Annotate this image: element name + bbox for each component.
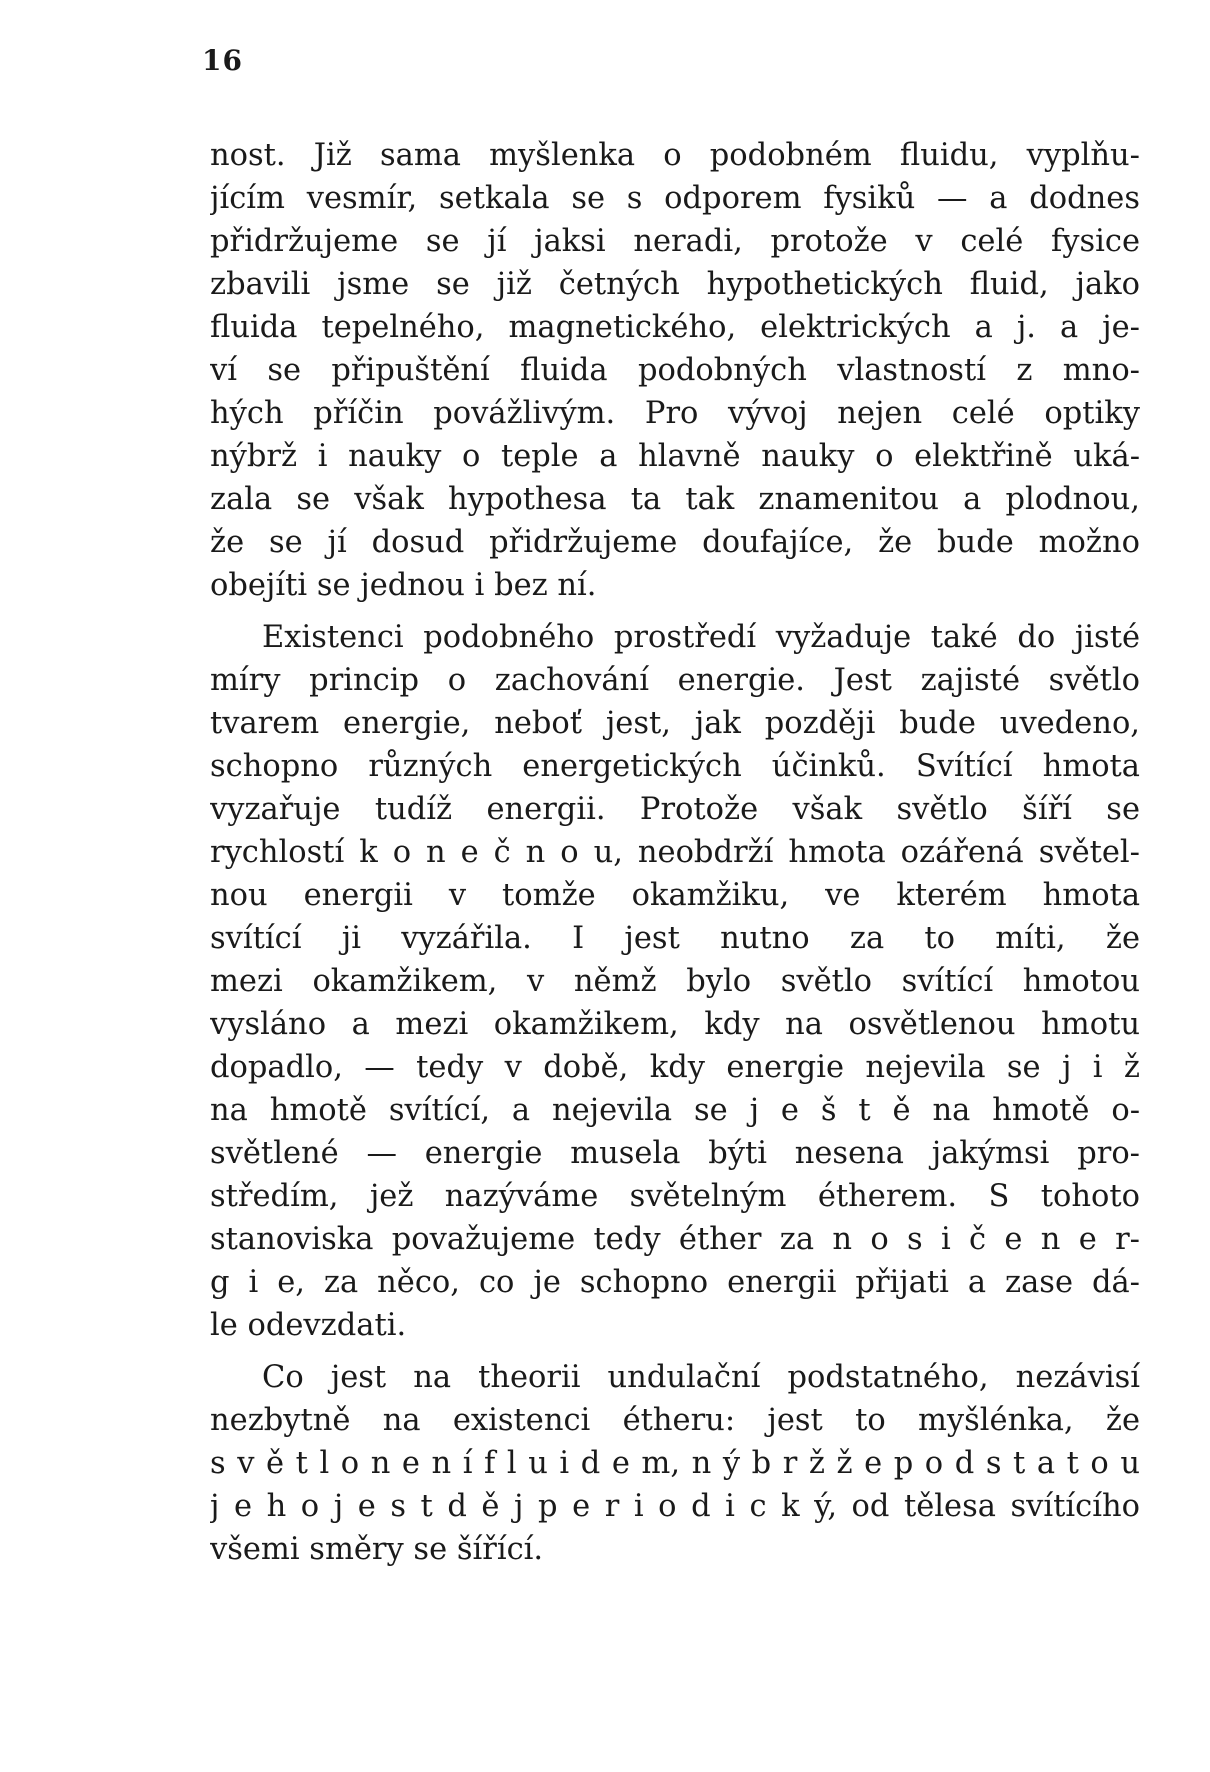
- text-line: světlené — energie musela býti nesena jakýmsi pro-: [210, 1136, 1140, 1171]
- text-line: nezbytně na existenci étheru: jest to myšlénka, že: [210, 1403, 1140, 1438]
- text-line: g i e, za něco, co je schopno energii přijati a zase dá-: [210, 1265, 1140, 1300]
- text-line: přidržujeme se jí jaksi neradi, protože v celé fysice: [210, 224, 1140, 259]
- text-line: tvarem energie, neboť jest, jak později bude uvedeno,: [210, 706, 1140, 741]
- text-line: schopno různých energetických účinků. Svítící hmota: [210, 749, 1140, 784]
- text-line: nost. Již sama myšlenka o podobném fluidu, vyplňu-: [210, 138, 1140, 173]
- text-line: středím, jež nazýváme světelným étherem. S tohoto: [210, 1179, 1140, 1214]
- text-line: mezi okamžikem, v němž bylo světlo svítící hmotou: [210, 964, 1140, 999]
- paragraph-gap: [210, 1347, 1140, 1356]
- paragraph: [210, 1356, 1140, 1571]
- text-line: vyzařuje tudíž energii. Protože však světlo šíří se: [210, 792, 1140, 827]
- text-line: jícím vesmír, setkala se s odporem fysiků — a dodnes: [210, 181, 1140, 216]
- text-line: Existenci podobného prostředí vyžaduje také do jisté: [262, 620, 1140, 655]
- text-line: Co jest na theorii undulační podstatného, nezávisí: [262, 1360, 1140, 1395]
- text-line: zala se však hypothesa ta tak znamenitou a plodnou,: [210, 482, 1140, 517]
- text-line: rychlostí k o n e č n o u, neobdrží hmota ozářená světel-: [210, 835, 1140, 870]
- body-text: [210, 134, 1140, 1571]
- text-line: vysláno a mezi okamžikem, kdy na osvětlenou hmotu: [210, 1007, 1140, 1042]
- text-line: ví se připuštění fluida podobných vlastností z mno-: [210, 353, 1140, 388]
- text-line: na hmotě svítící, a nejevila se j e š t ě na hmotě o-: [210, 1093, 1140, 1128]
- paragraph: [210, 134, 1140, 607]
- text-line: nýbrž i nauky o teple a hlavně nauky o elektřině uká-: [210, 439, 1140, 474]
- text-line: zbavili jsme se již četných hypothetických fluid, jako: [210, 267, 1140, 302]
- page-number: 16: [202, 44, 243, 77]
- text-line: le odevzdati.: [210, 1308, 407, 1343]
- text-line: hých příčin povážlivým. Pro vývoj nejen celé optiky: [210, 396, 1140, 431]
- paragraph-gap: [210, 607, 1140, 616]
- paragraph: [210, 616, 1140, 1347]
- text-line: že se jí dosud přidržujeme doufajíce, že bude možno: [210, 525, 1140, 560]
- text-line: stanoviska považujeme tedy éther za n o s i č e n e r-: [210, 1222, 1140, 1257]
- text-line: s v ě t l o n e n í f l u i d e m, n ý b r ž ž e p o d s t a t o u: [210, 1446, 1140, 1481]
- text-line: nou energii v tomže okamžiku, ve kterém hmota: [210, 878, 1140, 913]
- text-line: obejíti se jednou i bez ní.: [210, 568, 597, 603]
- text-line: dopadlo, — tedy v době, kdy energie nejevila se j i ž: [210, 1050, 1140, 1085]
- text-line: všemi směry se šířící.: [210, 1532, 544, 1567]
- text-line: j e h o j e s t d ě j p e r i o d i c k ý, od tělesa svítícího: [210, 1489, 1140, 1524]
- text-line: fluida tepelného, magnetického, elektrických a j. a je-: [210, 310, 1140, 345]
- text-line: míry princip o zachování energie. Jest zajisté světlo: [210, 663, 1140, 698]
- text-line: svítící ji vyzářila. I jest nutno za to míti, že: [210, 921, 1140, 956]
